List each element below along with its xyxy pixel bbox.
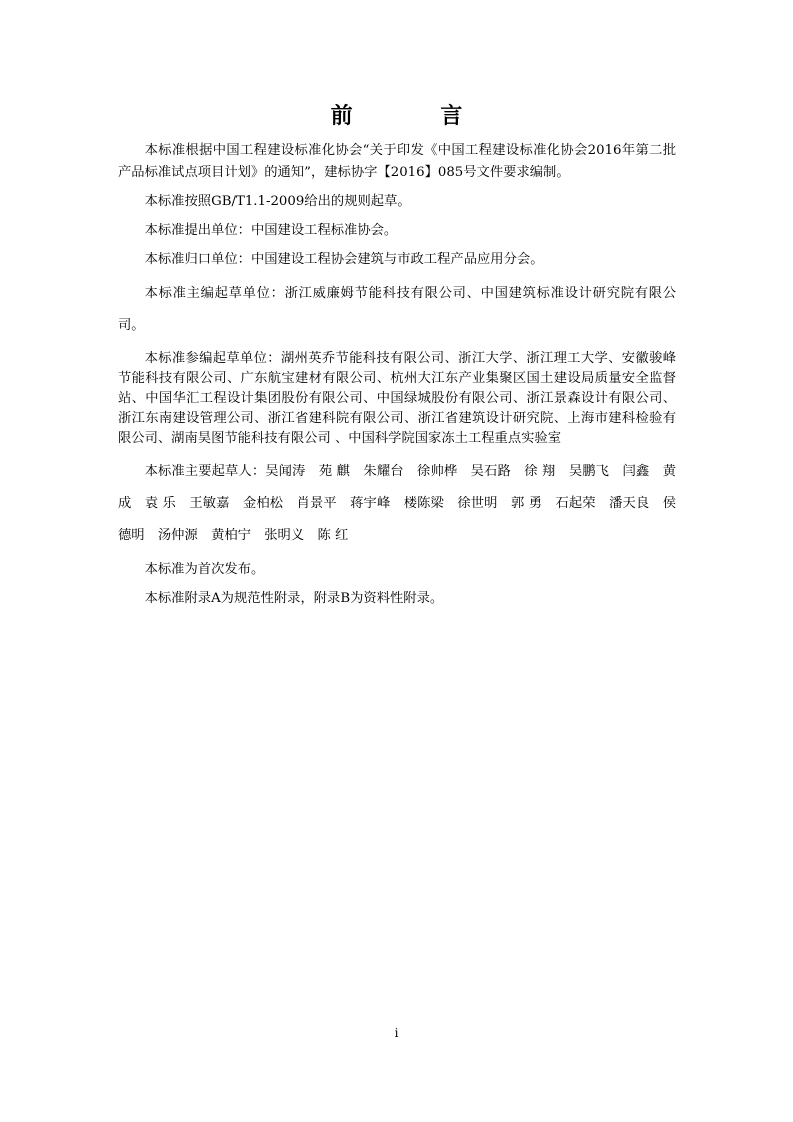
paragraph-chief-drafting-units: 本标准主编起草单位：浙江威廉姆节能科技有限公司、中国建筑标准设计研究院有限公司。 xyxy=(118,286,676,333)
paragraph-appendix-note: 本标准附录A为规范性附录，附录B为资料性附录。 xyxy=(144,591,444,606)
paragraph-basis: 本标准根据中国工程建设标准化协会“关于印发《中国工程建设标准化协会2016年第二批产品标准试点项目计划》的通知”，建标协字【2016】085号文件要求编制。 xyxy=(118,143,676,180)
paragraph-proposer: 本标准提出单位：中国建设工程标准协会。 xyxy=(144,223,398,238)
page-title: 前 言 xyxy=(330,104,503,129)
paragraph-first-release: 本标准为首次发布。 xyxy=(144,562,265,577)
page-number: i xyxy=(394,1026,399,1040)
paragraph-main-drafters: 本标准主要起草人：吴闻涛 苑 麒 朱耀台 徐帅桦 吴石路 徐 翔 吴鹏飞 闫鑫 黄 成 袁 乐 王敏嘉 金柏松 肖景平 蒋宇峰 楼陈梁 徐世明 郭 勇 石起荣 潘天良 侯德明 汤仲源 黄柏宁 张明义 陈 红 xyxy=(118,464,676,543)
foreword-body xyxy=(118,140,676,617)
paragraph-participating-units: 本标准参编起草单位：湖州英乔节能科技有限公司、浙江大学、浙江理工大学、安徽骏峰节能科技有限公司、广东航宝建材有限公司、杭州大江东产业集聚区国土建设局质量安全监督站、中国华汇工程设计集团股份有限公司、中国绿城股份有限公司、浙江景森设计有限公司、浙江东南建设管理公司、浙江省建科院有限公司、浙江省建筑设计研究院、上海市建科检验有限公司、湖南昊图节能科技有限公司 、中国科学院国家冻土工程重点实验室 xyxy=(118,351,676,446)
paragraph-drafting-rules: 本标准按照GB/T1.1-2009给出的规则起草。 xyxy=(144,194,411,209)
paragraph-responsible-unit: 本标准归口单位：中国建设工程协会建筑与市政工程产品应用分会。 xyxy=(144,252,544,267)
